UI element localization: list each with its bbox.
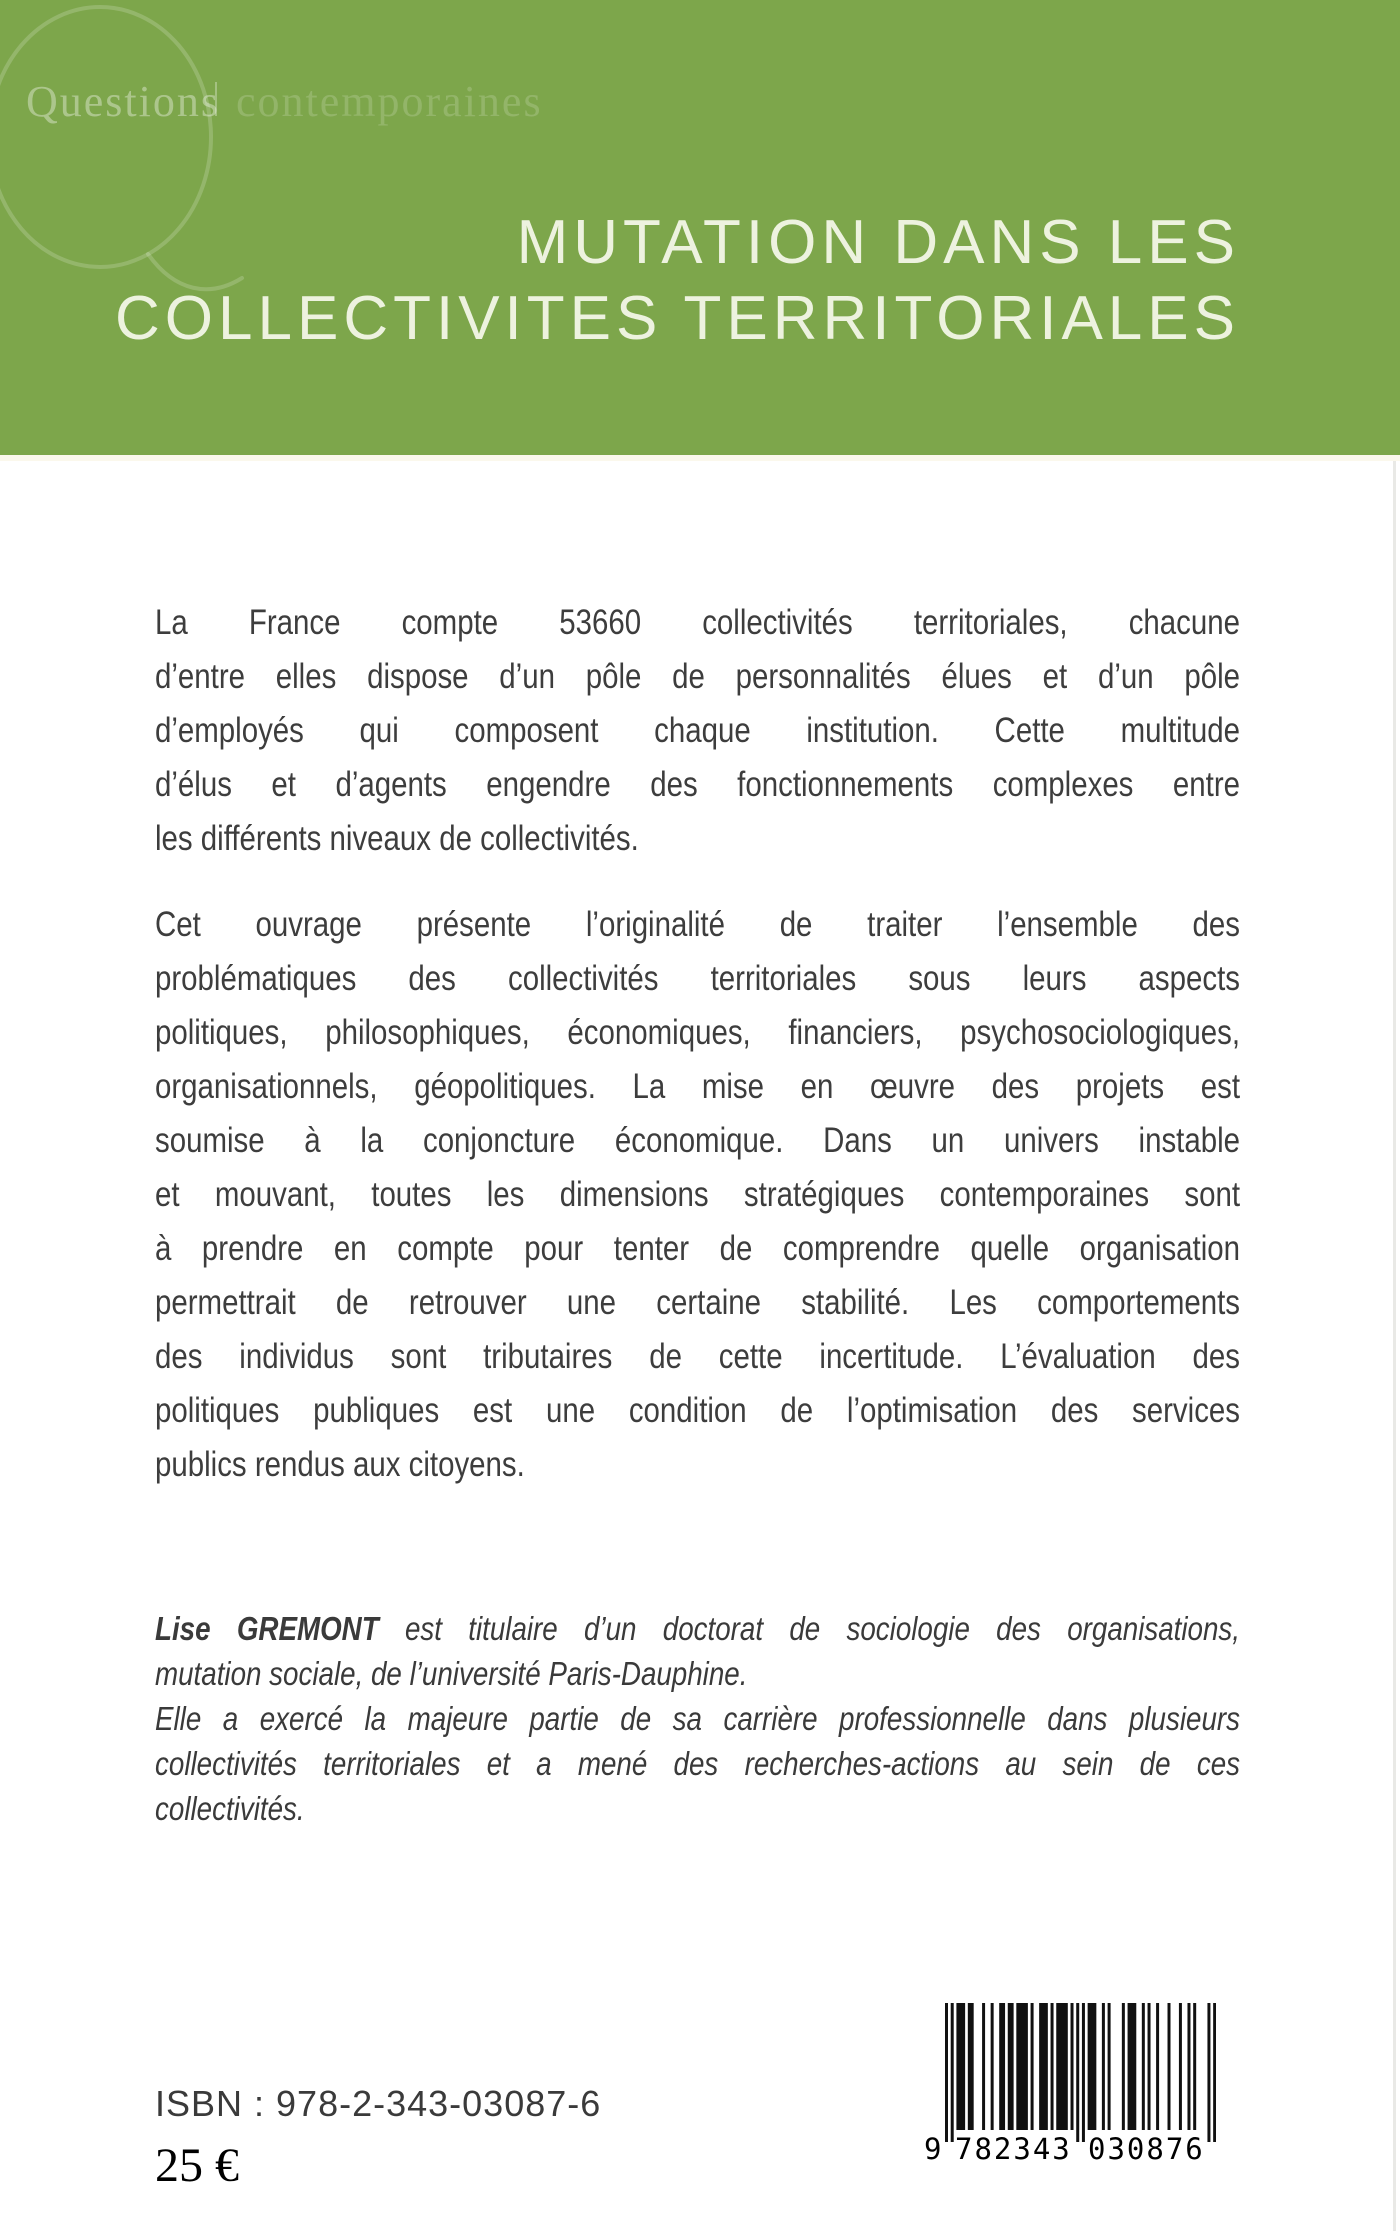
barcode-bars xyxy=(945,2003,1216,2145)
text-line: à prendre en compte pour tenter de comprendre quelle organisation xyxy=(155,1229,1241,1268)
collection-name-contemporaines: contemporaines xyxy=(236,77,543,126)
text-line: mutation sociale, de l’université Paris-Dauphine. xyxy=(155,1655,748,1692)
synopsis-paragraph-2 xyxy=(155,898,1240,1492)
synopsis-paragraph-1 xyxy=(155,596,1240,866)
price-text: 25 € xyxy=(155,2139,239,2192)
text-line: Cet ouvrage présente l’originalité de traiter l’ensemble des xyxy=(155,905,1241,944)
author-bio-line1 xyxy=(155,1606,1240,1651)
author-name: Lise GREMONT xyxy=(155,1610,379,1647)
text-line: des individus sont tributaires de cette incertitude. L’évaluation des xyxy=(155,1337,1241,1376)
text-line: publics rendus aux citoyens. xyxy=(155,1445,525,1484)
text-line: soumise à la conjoncture économique. Dans un univers instable xyxy=(155,1121,1241,1160)
collection-separator-line xyxy=(215,82,217,116)
page-edge-line xyxy=(1393,461,1396,2231)
barcode-digits-left: 782343 xyxy=(955,2132,1072,2166)
text-line: problématiques des collectivités territoriales sous leurs aspects xyxy=(155,959,1241,998)
text-line: Elle a exercé la majeure partie de sa carrière professionnelle dans plusieurs xyxy=(155,1700,1241,1737)
text-line: organisationnels, géopolitiques. La mise en œuvre des projets est xyxy=(155,1067,1241,1106)
author-bio-line1-rest: est titulaire d’un doctorat de sociologie des organisations, xyxy=(378,1610,1241,1647)
text-line: permettrait de retrouver une certaine stabilité. Les comportements xyxy=(155,1283,1241,1322)
author-bio-paragraph1 xyxy=(155,1651,1240,1696)
book-title-line1: MUTATION DANS LES xyxy=(516,208,1240,277)
text-line: collectivités territoriales et a mené des recherches-actions au sein de ces xyxy=(155,1745,1241,1782)
author-bio xyxy=(155,1606,1240,1831)
text-line: d’entre elles dispose d’un pôle de personnalités élues et d’un pôle xyxy=(155,657,1241,696)
text-line: politiques publiques est une condition de l’optimisation des services xyxy=(155,1391,1241,1430)
barcode-digits-right: 030876 xyxy=(1088,2132,1205,2166)
band-bottom-edge xyxy=(0,455,1400,461)
text-line: politiques, philosophiques, économiques, financiers, psychosociologiques, xyxy=(155,1013,1241,1052)
text-line: collectivités. xyxy=(155,1790,305,1827)
isbn-text: ISBN : 978-2-343-03087-6 xyxy=(155,2083,602,2124)
text-line: La France compte 53660 collectivités territoriales, chacune xyxy=(155,603,1241,642)
text-line: d’employés qui composent chaque institution. Cette multitude xyxy=(155,711,1241,750)
text-line: d’élus et d’agents engendre des fonctionnements complexes entre xyxy=(155,765,1241,804)
author-bio-paragraph2 xyxy=(155,1696,1240,1831)
collection-green-band xyxy=(0,0,1400,455)
collection-name-questions: Questions xyxy=(26,77,220,126)
book-title-line2: COLLECTIVITES TERRITORIALES xyxy=(115,284,1240,353)
text-line: et mouvant, toutes les dimensions stratégiques contemporaines sont xyxy=(155,1175,1241,1214)
book-title xyxy=(115,205,1240,357)
barcode-digit-first: 9 xyxy=(924,2132,944,2166)
text-line: les différents niveaux de collectivités. xyxy=(155,819,639,858)
barcode xyxy=(920,2000,1240,2180)
